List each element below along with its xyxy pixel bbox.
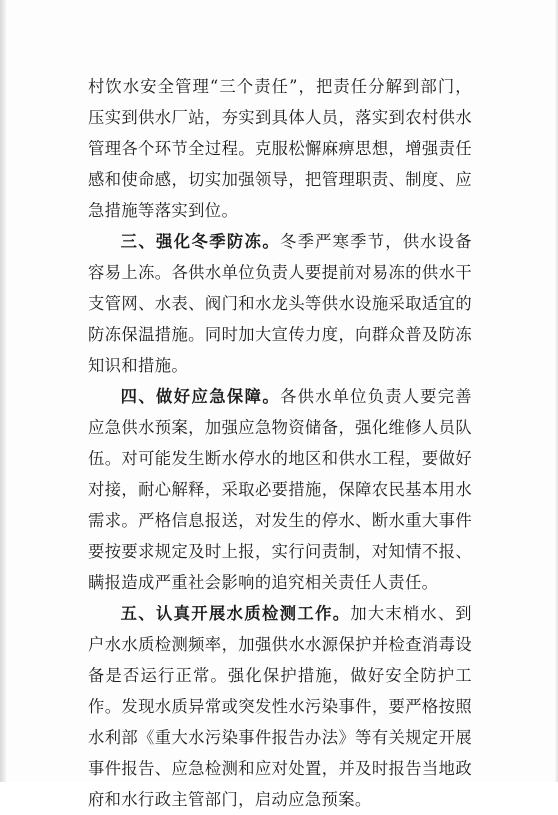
paragraph-body: 冬季严寒季节，供水设备容易上冻。各供水单位负责人要提前对易冻的供水干支管网、水表、阀门和水龙头等供水设施采取适宜的防冻保温措施。同时加大宣传力度，向群众普及防冻知识和措施。 bbox=[88, 232, 472, 375]
section-heading: 五、认真开展水质检测工作。 bbox=[120, 604, 351, 623]
paragraph-body: 各供水单位负责人要完善应急供水预案，加强应急物资储备，强化维修人员队伍。对可能发生断水停水的地区和供水工程，要做好对接，耐心解释，采取必要措施，保障农民基本用水需求。严格信息报送，对发生的停水、断水重大事件要按要求规定及时上报，实行问责制，对知情不报、瞒报造成严重社会影响的追究相关责任人责任。 bbox=[88, 387, 472, 592]
paragraph-section-5 bbox=[88, 598, 472, 815]
paragraph-continued bbox=[88, 71, 472, 226]
section-heading: 四、做好应急保障。 bbox=[120, 387, 281, 406]
paragraph-body: 加大末梢水、到户水水质检测频率，加强供水水源保护并检查消毒设备是否运行正常。强化保护措施，做好安全防护工作。发现水质异常或突发性水污染事件，要严格按照水利部《重大水污染事件报告办法》等有关规定开展事件报告、应急检测和应对处置，并及时报告当地政府和水行政主管部门，启动应急预案。 bbox=[88, 604, 472, 809]
section-heading: 三、强化冬季防冻。 bbox=[120, 232, 281, 251]
document-body bbox=[88, 71, 472, 815]
page-left-shadow bbox=[0, 0, 6, 782]
paragraph-section-4 bbox=[88, 381, 472, 598]
paragraph-body: 村饮水安全管理“三个责任”，把责任分解到部门，压实到供水厂站，夯实到具体人员，落实到农村供水管理各个环节全过程。克服松懈麻痹思想，增强责任感和使命感，切实加强领导，把管理职责、制度、应急措施等落实到位。 bbox=[88, 77, 472, 220]
paragraph-section-3 bbox=[88, 226, 472, 381]
